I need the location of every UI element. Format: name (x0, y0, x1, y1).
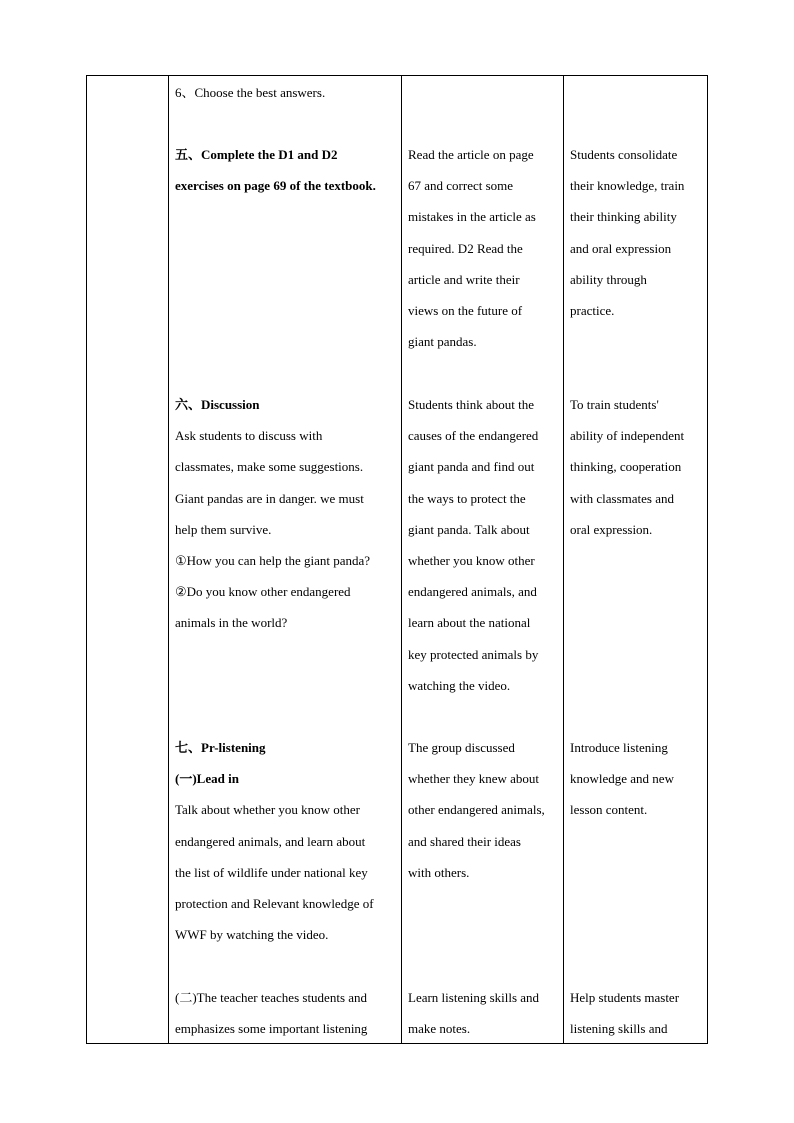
cell-line: 六、Discussion (175, 397, 260, 412)
column-divider-2 (401, 75, 402, 1044)
cell-line: views on the future of (408, 303, 523, 319)
cell-line: thinking, cooperation (570, 459, 682, 475)
cell-line: 七、Pr-listening (175, 740, 266, 755)
cell-line: required. D2 Read the (408, 240, 523, 256)
cell-line: other endangered animals, (408, 802, 545, 818)
table-right-border (707, 75, 708, 1044)
cell-line: To train students' (570, 397, 659, 412)
cell-line: classmates, make some suggestions. (175, 459, 364, 475)
cell-line: ①How you can help the giant panda? (175, 553, 371, 569)
cell-line: giant panda. Talk about (408, 521, 530, 537)
cell-line: lesson content. (570, 802, 648, 818)
cell-line: learn about the national (408, 615, 531, 631)
design-intent-cell (570, 139, 702, 326)
student-activity-cell (408, 389, 558, 701)
cell-line: WWF by watching the video. (175, 927, 329, 943)
cell-line: ability of independent (570, 428, 685, 444)
cell-line: endangered animals, and (408, 584, 537, 600)
cell-line: Talk about whether you know other (175, 802, 361, 818)
cell-line: Introduce listening (570, 740, 668, 755)
cell-line: knowledge and new (570, 771, 674, 787)
design-intent-cell (570, 732, 702, 826)
cell-line: 67 and correct some (408, 178, 514, 194)
cell-line: article and write their (408, 271, 520, 287)
cell-line: listening skills and (570, 1021, 668, 1037)
student-activity-cell (408, 732, 558, 888)
cell-line: the list of wildlife under national key (175, 864, 368, 880)
cell-line: exercises on page 69 of the textbook. (175, 178, 376, 194)
cell-line: Students think about the (408, 397, 535, 412)
teaching-step-cell (175, 139, 397, 201)
cell-line: their thinking ability (570, 209, 677, 225)
cell-line: animals in the world? (175, 615, 288, 631)
cell-line: mistakes in the article as (408, 209, 536, 225)
cell-line: and shared their ideas (408, 833, 521, 849)
column-divider-1 (168, 75, 169, 1044)
cell-line: ②Do you know other endangered (175, 584, 351, 600)
cell-line: 6、Choose the best answers. (175, 85, 326, 100)
cell-line: with others. (408, 864, 470, 880)
table-top-border (86, 75, 708, 76)
teaching-step-cell (175, 389, 397, 639)
cell-line: giant pandas. (408, 334, 477, 350)
cell-line: whether you know other (408, 553, 535, 569)
cell-line: Read the article on page (408, 147, 534, 162)
cell-line: Ask students to discuss with (175, 428, 323, 444)
cell-line: help them survive. (175, 521, 272, 537)
cell-line: emphasizes some important listening (175, 1021, 368, 1037)
cell-line: watching the video. (408, 677, 511, 693)
cell-line: (一)Lead in (175, 771, 239, 787)
teaching-step-cell (175, 732, 397, 950)
cell-line: (二)The teacher teaches students and (175, 990, 368, 1005)
cell-line: endangered animals, and learn about (175, 833, 366, 849)
cell-line: 五、Complete the D1 and D2 (175, 147, 338, 162)
cell-line: ability through (570, 271, 647, 287)
cell-line: whether they knew about (408, 771, 540, 787)
cell-line: Help students master (570, 990, 680, 1005)
cell-line: causes of the endangered (408, 428, 539, 444)
cell-line: Giant pandas are in danger. we must (175, 490, 364, 506)
cell-line: make notes. (408, 1021, 471, 1037)
cell-line: with classmates and (570, 490, 674, 506)
table-left-border (86, 75, 87, 1044)
column-divider-3 (563, 75, 564, 1044)
teaching-step-cell (175, 982, 397, 1044)
cell-line: practice. (570, 303, 615, 319)
cell-line: Students consolidate (570, 147, 678, 162)
cell-line: The group discussed (408, 740, 515, 755)
design-intent-cell (570, 389, 702, 545)
cell-line: their knowledge, train (570, 178, 685, 194)
student-activity-cell (408, 139, 558, 357)
cell-line: oral expression. (570, 521, 653, 537)
teaching-step-cell (175, 77, 397, 108)
design-intent-cell (570, 982, 702, 1044)
cell-line: the ways to protect the (408, 490, 526, 506)
cell-line: giant panda and find out (408, 459, 535, 475)
cell-line: key protected animals by (408, 646, 539, 662)
cell-line: and oral expression (570, 240, 672, 256)
cell-line: Learn listening skills and (408, 990, 540, 1005)
student-activity-cell (408, 982, 558, 1044)
cell-line: protection and Relevant knowledge of (175, 896, 374, 912)
